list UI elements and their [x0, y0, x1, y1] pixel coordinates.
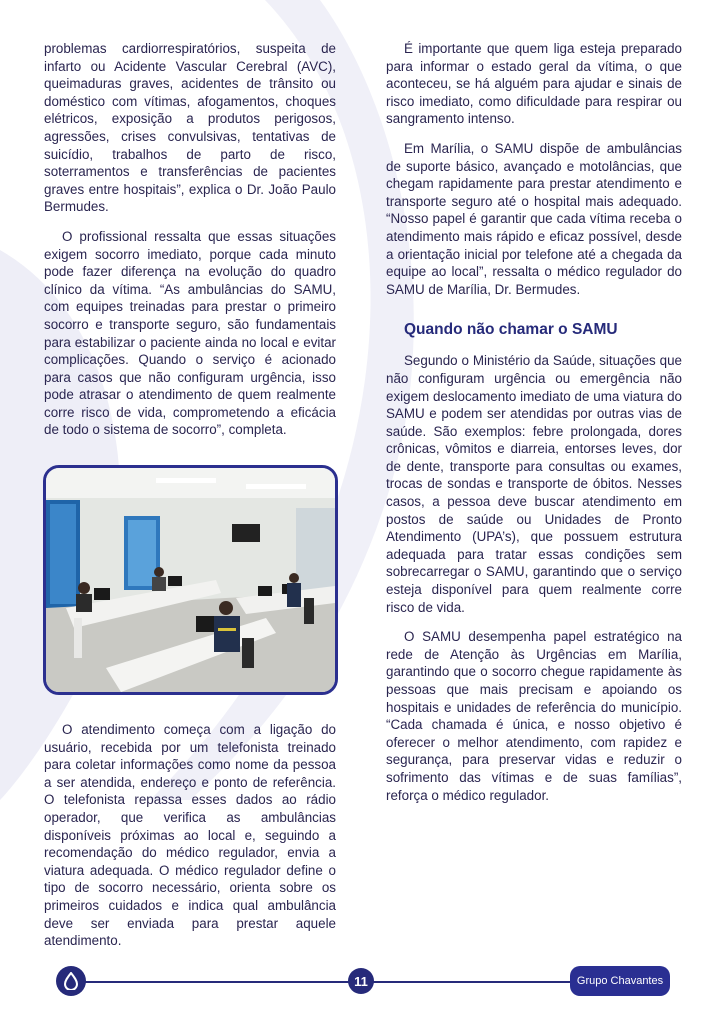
paragraph: O atendimento começa com a ligação do usuário, recebida por um telefonista treinado para coletar informações como nome da pessoa a ser atendida, endereço e ponto de referência. O telefonista repassa esses dados ao rádio operador, que verifica as ambulâncias disponíveis próximas ao local e, seguindo a recomendação do médico regulador, envia a viatura adequada. O médico regulador define o tipo de socorro necessário, orienta sobre os primeiros cuidados e indica qual ambulância deve ser enviada para prestar aquele atendimento.: [44, 722, 336, 949]
paragraph: O profissional ressalta que essas situações exigem socorro imediato, porque cada minuto pode fazer diferença na evolução do quadro clínico da vítima. “As ambulâncias do SAMU, com equipes treinadas para prestar o primeiro socorro e transporte seguro, são fundamentais para estabilizar o paciente ainda no local e evitar complicações. Quando o serviço é acionado para casos que não configuram urgência, isso pode atrasar o atendimento de quem realmente corre risco de vida, comprometendo a eficácia de todo o sistema de socorro”, completa.: [44, 228, 336, 438]
brand-logo-icon: [56, 966, 86, 996]
paragraph: problemas cardiorrespiratórios, suspeita de infarto ou Acidente Vascular Cerebral (AVC), queimaduras graves, acidentes de trânsito ou doméstico com vítimas, afogamentos, choques elétricos, exposição a produtos perigosos, agressões, crises convulsivas, tentativas de suicídio, trabalhos de parto de risco, soterramentos e transferências de pacientes graves entre hospitais”, explica o Dr. João Paulo Bermudes.: [44, 41, 336, 215]
samu-control-room-photo: [43, 465, 338, 695]
section-heading: Quando não chamar o SAMU: [404, 321, 618, 339]
brand-name-badge: Grupo Chavantes: [570, 966, 670, 996]
left-column-top-text: [44, 40, 336, 439]
paragraph: Segundo o Ministério da Saúde, situações que não configuram urgência ou emergência não exigem deslocamento imediato de uma viatura do SAMU e podem ser atendidas por outras vias de saúde. São exemplos: febre prolongada, dores crônicas, vômitos e diarreia, entorses leves, dor de dente, transporte para consultas ou exames, trocas de sondas e transporte de óbitos. Nesses casos, a pessoa deve buscar atendimento em postos de saúde ou Unidades de Pronto Atendimento (UPA’s), que possuem estrutura adequada para tratar essas condições sem sobrecarregar o SAMU, garantindo que o serviço esteja disponível para quem realmente corre risco de vida.: [386, 353, 682, 615]
paragraph: É importante que quem liga esteja preparado para informar o estado geral da vítima, o que aconteceu, se há alguém para ajudar e sinais de risco imediato, como dificuldade para respirar ou sangramento intenso.: [386, 41, 682, 127]
right-column-text: [386, 40, 682, 804]
paragraph: O SAMU desempenha papel estratégico na rede de Atenção às Urgências em Marília, garantindo que o socorro chegue rapidamente às pessoas que mais precisam e apoiando os hospitais e unidades de referência do município. “Cada chamada é única, e nosso objetivo é oferecer o melhor atendimento, com rapidez e segurança, para preservar vidas e reduzir o sofrimento das vítimas e de suas famílias”, reforça o médico regulador.: [386, 629, 682, 803]
footer-divider: [84, 981, 570, 983]
paragraph: Em Marília, o SAMU dispõe de ambulâncias de suporte básico, avançado e motolâncias, que chegam rapidamente para prestar atendimento e transporte seguro até o hospital mais adequado. “Nosso papel é garantir que cada vítima receba o atendimento mais rápido e eficaz possível, desde a orientação inicial por telefone até a chegada da equipe ao local”, ressalta o médico regulador do SAMU de Marília, Dr. Bermudes.: [386, 140, 682, 297]
drop-icon: [63, 972, 79, 990]
photo-illustration: [46, 468, 335, 692]
page-footer: [0, 962, 725, 1002]
left-column-bottom-text: [44, 721, 336, 950]
page-number: 11: [348, 968, 374, 994]
